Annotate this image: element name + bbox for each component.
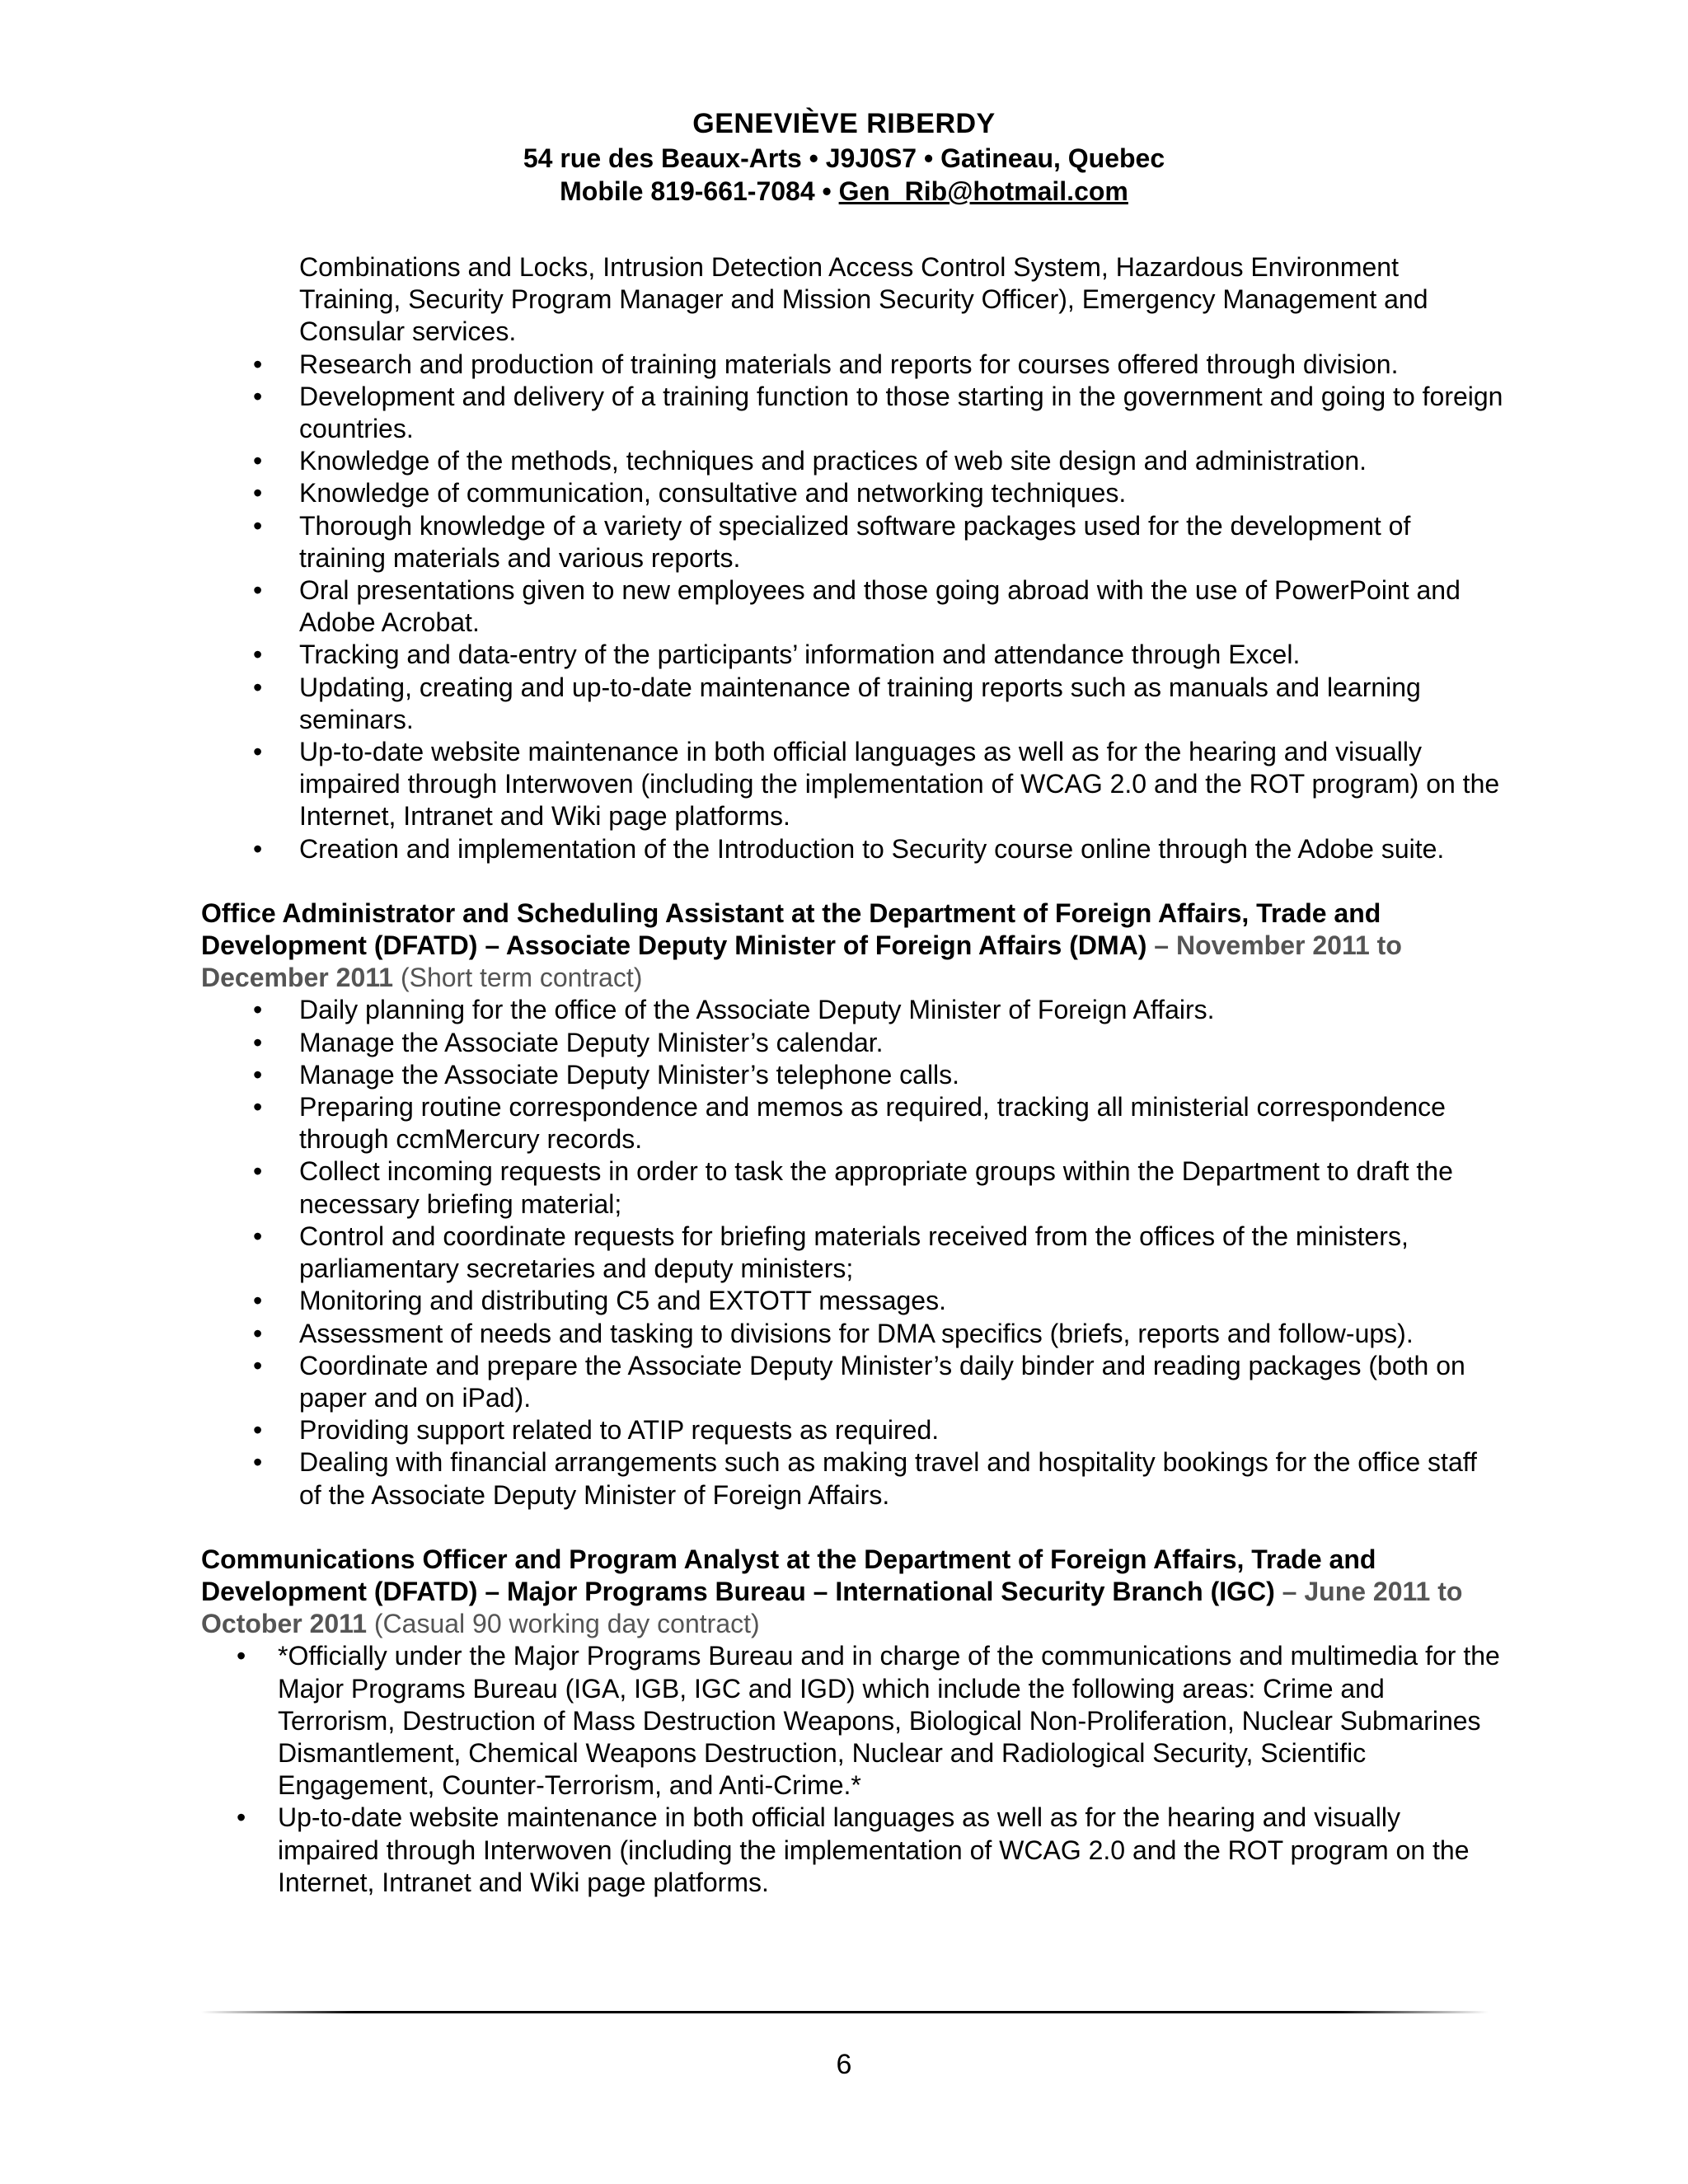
list-item: • Dealing with financial arrangements such as making travel and hospitality bookings for the office staff of the Associate Deputy Minister of Foreign Affairs. bbox=[253, 1447, 1477, 1510]
resume-header bbox=[0, 105, 1688, 208]
job-title: Office Administrator and Scheduling Assistant at the Department of Foreign Affairs, Trade and Development (DFATD) – Associate Deputy Minister of Foreign Affairs (DMA) bbox=[201, 898, 1381, 961]
contract-note: (Short term contract) bbox=[393, 963, 643, 993]
list-item: • Daily planning for the office of the Associate Deputy Minister of Foreign Affairs. bbox=[299, 994, 1503, 1026]
list-item: • Creation and implementation of the Introduction to Security course online through the Adobe suite. bbox=[299, 833, 1503, 865]
list-item: • Manage the Associate Deputy Minister’s telephone calls. bbox=[299, 1059, 1503, 1091]
bullet-icon: • bbox=[253, 575, 263, 606]
list-item: • Monitoring and distributing C5 and EXTOTT messages. bbox=[299, 1285, 1503, 1317]
bullet-icon: • bbox=[253, 1059, 263, 1090]
resume-body bbox=[201, 251, 1503, 1899]
job-heading bbox=[201, 1544, 1503, 1641]
job-entry-igc bbox=[201, 1544, 1503, 1899]
contact-line bbox=[0, 175, 1688, 208]
footer-divider bbox=[201, 2011, 1489, 2013]
bullet-icon: • bbox=[237, 1802, 246, 1833]
job-heading bbox=[201, 898, 1503, 995]
bullet-icon: • bbox=[253, 640, 263, 670]
list-item: • Knowledge of communication, consultative and networking techniques. bbox=[299, 477, 1503, 509]
bullet-icon: • bbox=[253, 1415, 263, 1446]
list-item: • *Officially under the Major Programs Bureau and in charge of the communications and multimedia for the Major Programs Bureau (IGA, IGB, IGC and IGD) which include the following areas: Crime and Terrorism, Destruction of Mass Destruction Weapons, Biological Non-Proliferation, Nuclear Submarines Dismantlement, Chemical Weapons Destruction, Nuclear and Radiological Security, Scientific Engagement, Counter-Terrorism, and Anti-Crime.* bbox=[237, 1641, 1500, 1801]
bullet-icon: • bbox=[253, 737, 263, 767]
bullet-icon: • bbox=[237, 1641, 246, 1671]
list-item: • Oral presentations given to new employees and those going abroad with the use of PowerPoint and Adobe Acrobat. bbox=[253, 575, 1461, 638]
list-item: • Assessment of needs and tasking to divisions for DMA specifics (briefs, reports and follow-ups). bbox=[299, 1318, 1503, 1350]
bullet-icon: • bbox=[253, 349, 263, 379]
list-item: • Coordinate and prepare the Associate Deputy Minister’s daily binder and reading packages (both on paper and on iPad). bbox=[253, 1350, 1465, 1413]
list-item: • Up-to-date website maintenance in both official languages as well as for the hearing and visually impaired through Interwoven (including the implementation of WCAG 2.0 and the ROT program on the Internet, Intranet and Wiki page platforms. bbox=[237, 1802, 1470, 1897]
bullet-icon: • bbox=[253, 510, 263, 541]
bullet-icon: • bbox=[253, 672, 263, 702]
job-dates: – June 2011 to October 2011 bbox=[201, 1576, 1463, 1639]
applicant-name: GENEVIÈVE RIBERDY bbox=[692, 108, 996, 139]
continuation-text: Combinations and Locks, Intrusion Detection Access Control System, Hazardous Environment Training, Security Program Manager and Mission Security Officer), Emergency Management and Consular services. bbox=[299, 252, 1428, 347]
job-entry-dma bbox=[201, 898, 1503, 1511]
list-item: • Updating, creating and up-to-date maintenance of training reports such as manuals and learning seminars. bbox=[253, 672, 1421, 734]
bullet-icon: • bbox=[253, 1318, 263, 1348]
contract-note: (Casual 90 working day contract) bbox=[367, 1609, 760, 1639]
job-title: Communications Officer and Program Analyst at the Department of Foreign Affairs, Trade and Development (DFATD) – Major Programs Bureau – International Security Branch (IGC) bbox=[201, 1544, 1376, 1606]
page-number: 6 bbox=[836, 2049, 852, 2080]
list-item: • Knowledge of the methods, techniques and practices of web site design and administration. bbox=[299, 445, 1503, 477]
bullet-icon: • bbox=[253, 478, 263, 509]
list-item: • Collect incoming requests in order to task the appropriate groups within the Department to draft the necessary briefing material; bbox=[253, 1156, 1453, 1219]
list-item: • Tracking and data-entry of the participants’ information and attendance through Excel. bbox=[299, 639, 1503, 671]
bullet-icon: • bbox=[253, 1092, 263, 1122]
phone-text: Mobile 819-661-7084 • bbox=[560, 176, 839, 206]
list-item: • Manage the Associate Deputy Minister’s calendar. bbox=[299, 1027, 1503, 1059]
job-dates: – November 2011 to December 2011 bbox=[201, 930, 1402, 993]
bullet-icon: • bbox=[253, 1447, 263, 1478]
bullet-icon: • bbox=[253, 995, 263, 1025]
bullet-icon: • bbox=[253, 833, 263, 864]
email-link[interactable]: Gen_Rib@hotmail.com bbox=[838, 176, 1128, 206]
address-line: 54 rue des Beaux-Arts • J9J0S7 • Gatineau, Quebec bbox=[523, 143, 1165, 173]
intro-bullet-list bbox=[253, 349, 1503, 865]
list-item: • Development and delivery of a training function to those starting in the government and going to foreign countries. bbox=[253, 381, 1503, 444]
bullet-icon: • bbox=[253, 1156, 263, 1187]
list-item: • Thorough knowledge of a variety of specialized software packages used for the development of training materials and various reports. bbox=[253, 510, 1411, 573]
list-item: • Preparing routine correspondence and memos as required, tracking all ministerial correspondence through ccmMercury records. bbox=[253, 1092, 1446, 1155]
bullet-icon: • bbox=[253, 1286, 263, 1316]
list-item: • Providing support related to ATIP requests as required. bbox=[299, 1414, 1503, 1446]
list-item: • Control and coordinate requests for briefing materials received from the offices of the ministers, parliamentary secretaries and deputy ministers; bbox=[253, 1221, 1409, 1284]
bullet-icon: • bbox=[253, 1027, 263, 1057]
bullet-icon: • bbox=[253, 1221, 263, 1251]
job-duties-list bbox=[237, 1640, 1503, 1899]
job-duties-list bbox=[253, 994, 1503, 1511]
bullet-icon: • bbox=[253, 1350, 263, 1380]
list-item: • Research and production of training materials and reports for courses offered through division. bbox=[299, 349, 1503, 381]
bullet-icon: • bbox=[253, 381, 263, 411]
list-item: • Up-to-date website maintenance in both official languages as well as for the hearing and visually impaired through Interwoven (including the implementation of WCAG 2.0 and the ROT program) on the Internet, Intranet and Wiki page platforms. bbox=[253, 737, 1500, 832]
bullet-icon: • bbox=[253, 446, 263, 476]
